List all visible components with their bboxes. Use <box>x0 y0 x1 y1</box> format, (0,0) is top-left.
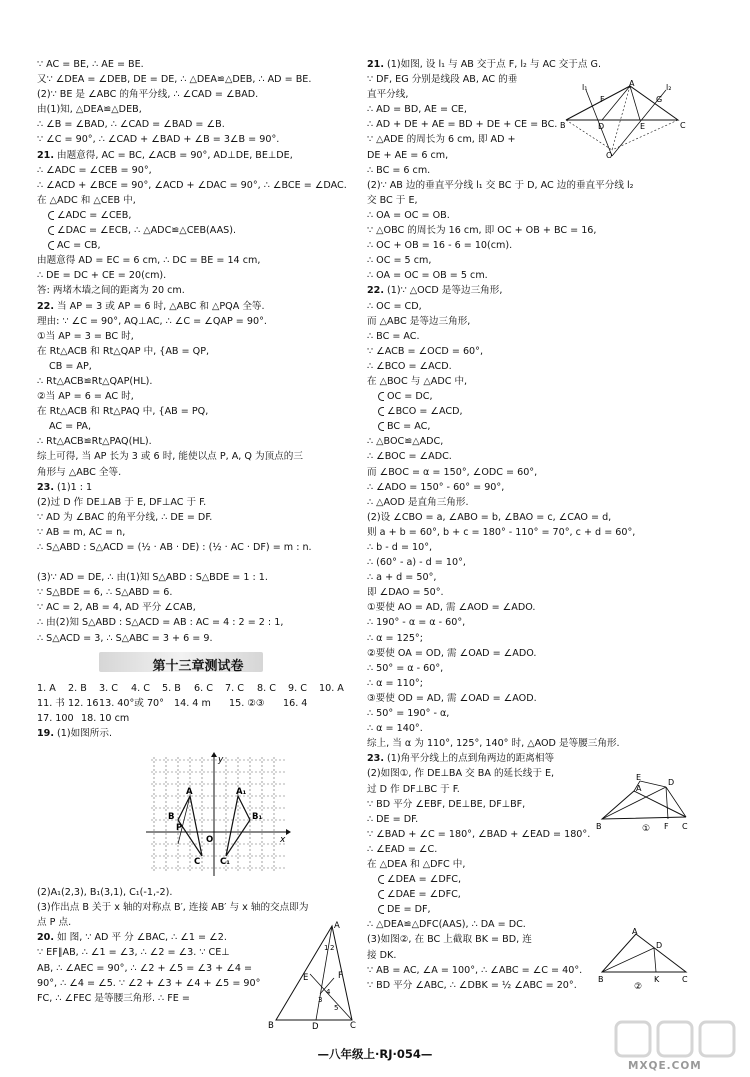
line-text: (2)∵ BE 是 ∠ABC 的角平分线, ∴ ∠CAD = ∠BAD. <box>37 89 259 101</box>
text-line <box>37 253 359 268</box>
text-line <box>37 208 359 223</box>
line-text: (3)作出点 B 关于 x 轴的对称点 B′, 连接 AB′ 与 x 轴的交点即为 <box>37 902 309 914</box>
line-text: ∵ AB = m, AC = n, <box>37 526 126 538</box>
line-text: ∴ DE = DF. <box>367 813 419 825</box>
q19-number: 19. <box>37 727 54 739</box>
answer-item: 14. 4 m <box>174 697 211 709</box>
text-line <box>367 691 703 706</box>
y-label: y <box>218 755 224 765</box>
text-line <box>367 721 703 736</box>
text-line <box>37 449 359 464</box>
line-text: 在 Rt△ACB 和 Rt△PAQ 中, {AB = PQ, <box>37 406 209 418</box>
point-d-label: D <box>312 1022 319 1030</box>
line-text: ∵ AD 为 ∠BAC 的角平分线, ∴ DE = DF. <box>37 511 213 523</box>
line-text: ∵ AB = AC, ∠A = 100°, ∴ ∠ABC = ∠C = 40°. <box>367 964 583 976</box>
answer-item: 12. 16 <box>68 697 99 709</box>
q23-figure-1 <box>596 773 690 833</box>
line-text: ∴ OA = OC = OB = 5 cm. <box>367 270 488 282</box>
line-text: 而 ∠BOC = α = 150°, ∠ODC = 60°, <box>367 466 538 478</box>
line-text: 答: 两堵木墙之间的距离为 20 cm. <box>37 285 185 297</box>
q20-line <box>37 991 267 1006</box>
line-text: ∠DAC = ∠ECB, ∴ △ADC≌△CEB(AAS). <box>57 225 237 237</box>
line-text: 而 △ABC 是等边三角形, <box>367 315 471 327</box>
line-text: (1)∵ △OCD 是等边三角形, <box>387 285 503 297</box>
q20-line <box>37 930 267 945</box>
line-text: ∴ ∠ADO = 150° - 60° = 90°, <box>367 481 505 493</box>
point-e-label: E <box>640 122 646 131</box>
q20-number: 20. <box>37 932 54 944</box>
line-text: ∵ AC = 2, AB = 4, AD 平分 ∠CAB, <box>37 602 196 614</box>
x-axis-arrow <box>286 829 291 835</box>
line-text: (1)如图, 设 l₁ 与 AB 交于点 F, l₂ 与 AC 交于点 G. <box>387 59 602 70</box>
text-line <box>37 555 359 570</box>
text-line <box>367 178 703 193</box>
point-b-label: B <box>598 975 604 984</box>
question-number: 23. <box>367 753 384 765</box>
q23-figure-2 <box>598 926 690 990</box>
text-line <box>37 540 359 555</box>
text-line <box>37 900 359 915</box>
segment-ed <box>640 781 666 787</box>
text-line <box>367 389 703 404</box>
point-c-label: C <box>682 975 688 984</box>
answer-item: 15. ②③ <box>229 697 265 709</box>
text-line <box>37 314 359 329</box>
line-text: ∴ ∠EAD = ∠C. <box>367 843 438 855</box>
q20-line <box>37 945 267 960</box>
point-o-label: O <box>606 151 613 160</box>
line-text: 过 D 作 DF⊥BC 于 F. <box>367 783 460 795</box>
line-text: 综上可得, 当 AP 长为 3 或 6 时, 能使以点 P, A, Q 为顶点的三 <box>37 451 303 463</box>
point-e-label: E <box>636 773 642 782</box>
text-line <box>37 178 359 193</box>
text-line <box>37 525 359 540</box>
segment-ae <box>630 86 640 120</box>
line-text: ②当 AP = 6 = AC 时, <box>37 391 134 403</box>
line-text: ∵ BD 平分 ∠ABC, ∴ ∠DBK = ½ ∠ABC = 20°. <box>367 979 577 991</box>
answers-row-1 <box>37 681 359 696</box>
line-text: ∴ AD = BD, AE = CE, <box>367 104 467 116</box>
text-line <box>367 706 703 721</box>
q19-coordinate-figure <box>146 752 292 890</box>
text-line <box>367 902 703 917</box>
text-line <box>37 631 359 646</box>
text-line <box>367 359 703 374</box>
text-line <box>367 208 703 223</box>
line-text: AC = PA, <box>49 421 92 433</box>
text-line <box>367 419 703 434</box>
line-text: ③要使 OD = AD, 需 ∠OAD = ∠AOD. <box>367 692 537 704</box>
line-text: 在 Rt△ACB 和 Rt△QAP 中, {AB = QP, <box>37 345 210 357</box>
quad-outline <box>602 791 686 819</box>
answer-item: 10. A <box>319 682 344 694</box>
line-text: (3)如图②, 在 BC 上截取 BK = BD, 连 <box>367 934 532 946</box>
text-line <box>37 148 359 163</box>
page-footer: —八年级上·RJ·054— <box>317 1047 433 1061</box>
point-c-label: C <box>680 121 686 130</box>
line-text: ∴ α = 125°; <box>367 632 423 644</box>
q19-text: (1)如图所示. <box>57 727 113 739</box>
text-line <box>37 117 359 132</box>
line-text: 在 △ADC 和 △CEB 中, <box>37 194 136 206</box>
text-line <box>367 646 703 661</box>
line-text: ∴ ∠BCO = ∠ACD. <box>367 360 452 372</box>
line-text: (2)设 ∠CBO = a, ∠ABO = b, ∠BAO = c, ∠CAO = d, <box>367 511 612 523</box>
line-text: DE = DF, <box>387 904 431 916</box>
line-text: ∵ △ADE 的周长为 6 cm, 即 AD + <box>367 134 516 146</box>
line-text: ∴ 50° = α - 60°, <box>367 662 444 674</box>
text-line <box>37 389 359 404</box>
text-line <box>37 329 359 344</box>
text-line <box>367 299 703 314</box>
line-text: ∵ △OBC 的周长为 16 cm, 即 OC + OB + BC = 16, <box>367 225 597 237</box>
line-text: 又∵ ∠DEA = ∠DEB, DE = DE, ∴ △DEA≌△DEB, ∴ AD = BE. <box>37 74 312 86</box>
line-text: CB = AP, <box>49 360 92 372</box>
line-text: AC = CB, <box>57 240 101 252</box>
text-line <box>37 434 359 449</box>
line-text: ∴ BC = AC. <box>367 330 420 342</box>
line-text: ∴ DE = DC + CE = 20(cm). <box>37 270 167 282</box>
text-line <box>37 344 359 359</box>
q21-figure <box>560 80 690 160</box>
line-text: 由题意得 AD = EC = 6 cm, ∴ DC = BE = 14 cm, <box>37 255 261 267</box>
text-line <box>37 132 359 147</box>
line-text: 交 BC 于 E, <box>367 194 418 206</box>
text-line <box>37 374 359 389</box>
line-text: 即 ∠DAO = 50°. <box>367 587 444 599</box>
figure-2-number: ② <box>634 982 643 990</box>
line-text: DE + AE = 6 cm, <box>367 149 449 161</box>
text-line <box>37 193 359 208</box>
text-line <box>367 329 703 344</box>
point-a-label: A <box>636 784 642 793</box>
text-line <box>367 751 703 766</box>
right-column <box>367 57 703 993</box>
point-e-label: E <box>303 973 309 983</box>
text-line <box>367 585 703 600</box>
text-line <box>367 540 703 555</box>
q20-line <box>37 976 267 991</box>
line-text: ∴ ∠ADC = ∠CEB = 90°, <box>37 164 152 176</box>
answer-item: 8. C <box>257 682 276 694</box>
text-line <box>37 570 359 585</box>
line-text: ∴ Rt△ACB≌Rt△PAQ(HL). <box>37 436 152 448</box>
text-line <box>367 600 703 615</box>
point-g-label: G <box>656 95 663 104</box>
line-text: ∴ b - d = 10°, <box>367 542 433 553</box>
text-line <box>37 268 359 283</box>
point-b-label: B <box>560 121 566 130</box>
text-line <box>37 163 359 178</box>
q20-text: FC, ∴ ∠FEC 是等腰三角形. ∴ FE = <box>37 992 190 1004</box>
line-text: ∴ BC = 6 cm. <box>367 164 431 176</box>
q20-triangle-figure <box>268 920 360 1030</box>
answer-item: 18. 10 cm <box>81 712 130 724</box>
line-text: ∴ OC + OB = 16 - 6 = 10(cm). <box>367 240 513 252</box>
answer-item: 11. 书 <box>37 697 65 709</box>
line-l1-label: l₁ <box>582 83 588 92</box>
line-text: (1)1 : 1 <box>57 481 93 493</box>
text-line <box>367 404 703 419</box>
question-number: 22. <box>37 300 54 312</box>
line-text: ②要使 OA = OD, 需 ∠OAD = ∠ADO. <box>367 647 537 659</box>
point-p-label: P <box>176 823 183 833</box>
text-line <box>367 449 703 464</box>
line-text: 当 AP = 3 或 AP = 6 时, △ABC 和 △PQA 全等. <box>57 300 265 312</box>
segment-dk <box>654 948 656 972</box>
line-text: ∠DEA = ∠DFC, <box>387 874 462 886</box>
point-d-label: D <box>656 941 663 950</box>
text-line <box>367 465 703 480</box>
text-line <box>37 465 359 480</box>
line-text: 则 a + b = 60°, b + c = 180° - 110° = 70°, c + d = 60°, <box>367 526 636 538</box>
text-line <box>367 661 703 676</box>
right-text-block <box>367 57 703 993</box>
text-line <box>367 631 703 646</box>
answer-item: 7. C <box>225 682 244 694</box>
line-text: ∴ △DEA≌△DFC(AAS), ∴ DA = DC. <box>367 919 526 931</box>
point-b-label: B <box>268 1021 274 1030</box>
angle-4-label: 4 <box>326 988 331 996</box>
text-line <box>37 238 359 253</box>
text-line <box>367 525 703 540</box>
line-text: (2)过 D 作 DE⊥AB 于 E, DF⊥AC 于 F. <box>37 496 207 508</box>
line-text: 在 △BOC 与 △ADC 中, <box>367 375 468 387</box>
segment-oa <box>612 86 630 150</box>
line-text: 接 DK. <box>367 949 397 961</box>
text-line <box>37 419 359 434</box>
text-line <box>367 887 703 902</box>
angle-2-label: 2 <box>330 944 335 952</box>
text-line <box>367 615 703 630</box>
point-k-label: K <box>654 975 660 984</box>
point-c1-label: C₁ <box>220 857 230 867</box>
line-text: ∠DAE = ∠DFC, <box>387 889 461 901</box>
line-text: ∵ BD 平分 ∠EBF, DE⊥BE, DF⊥BF, <box>367 798 526 810</box>
question-number: 21. <box>37 149 54 161</box>
text-line <box>37 283 359 298</box>
text-line <box>37 404 359 419</box>
text-line <box>367 676 703 691</box>
line-text: ∴ Rt△ACB≌Rt△QAP(HL). <box>37 375 153 387</box>
point-b-label: B <box>168 812 175 822</box>
line-text: ∵ ∠C = 90°, ∴ ∠CAD + ∠BAD + ∠B = 3∠B = 90°. <box>37 134 280 146</box>
text-line <box>367 253 703 268</box>
answer-item: 9. C <box>288 682 307 694</box>
text-line <box>367 374 703 389</box>
point-d-label: D <box>598 122 605 131</box>
text-line <box>367 163 703 178</box>
line-text: (2)∵ AB 边的垂直平分线 l₁ 交 BC 于 D, AC 边的垂直平分线 l₂ <box>367 179 634 191</box>
segment-bd <box>602 787 666 819</box>
point-a1-label: A₁ <box>236 787 247 797</box>
line-text: ∴ AD + DE + AE = BD + DE + CE = BC. <box>367 119 558 131</box>
line-text: 理由: ∵ ∠C = 90°, AQ⊥AC, ∴ ∠C = ∠QAP = 90°. <box>37 315 267 327</box>
line-text: 综上, 当 α 为 110°, 125°, 140° 时, △AOD 是等腰三角形. <box>367 738 620 750</box>
answer-item: 13. 40°或 70° <box>99 697 164 709</box>
answer-item: 3. C <box>99 682 118 694</box>
text-line <box>37 223 359 238</box>
line-text: ∵ ∠BAD + ∠C = 180°, ∠BAD + ∠EAD = 180°. <box>367 828 591 840</box>
text-line <box>37 600 359 615</box>
line-text: ∠ADC = ∠CEB, <box>57 209 132 221</box>
question-number: 21. <box>367 59 384 70</box>
text-line <box>367 510 703 525</box>
angle-5-label: 5 <box>334 1004 339 1012</box>
line-text: ∴ △BOC≌△ADC, <box>367 436 444 448</box>
point-c-label: C <box>682 822 688 831</box>
answer-item: 5. B <box>162 682 181 694</box>
q20-text: 90°, ∴ ∠4 = ∠5. ∵ ∠2 + ∠3 + ∠4 + ∠5 = 90° <box>37 977 261 989</box>
text-line <box>37 57 359 72</box>
text-line <box>367 736 703 751</box>
answer-item: 6. C <box>194 682 213 694</box>
answer-item: 17. 100 <box>37 712 74 724</box>
text-line <box>367 238 703 253</box>
text-line <box>367 842 703 857</box>
line-text: (1)角平分线上的点到角两边的距离相等 <box>387 753 555 765</box>
text-line <box>367 434 703 449</box>
line-text: 在 △DEA 和 △DFC 中, <box>367 858 466 870</box>
line-text: 直平分线, <box>367 89 409 101</box>
segment-bd <box>602 948 654 972</box>
text-line <box>37 299 359 314</box>
line-text: ①要使 AO = AD, 需 ∠AOD = ∠ADO. <box>367 602 536 614</box>
point-c-label: C <box>194 857 201 867</box>
answer-item: 4. C <box>131 682 150 694</box>
line-text: (2)A₁(2,3), B₁(3,1), C₁(-1,-2). <box>37 887 173 899</box>
text-line <box>367 872 703 887</box>
watermark-text: MXQE.COM <box>628 1060 702 1072</box>
answer-item: 16. 4 <box>283 697 308 709</box>
line-text: ∴ OC = 5 cm, <box>367 255 432 267</box>
text-line <box>37 615 359 630</box>
text-line <box>367 314 703 329</box>
line-text: ∴ 190° - α = α - 60°, <box>367 617 466 629</box>
q20-text: AB, ∴ ∠AEC = 90°, ∴ ∠2 + ∠5 = ∠3 + ∠4 = <box>37 962 253 974</box>
angle-1-label: 1 <box>324 944 329 952</box>
line-text: 角形与 △ABC 全等. <box>37 466 122 478</box>
answer-item: 1. A <box>37 682 56 694</box>
q20-text: 如 图, ∵ AD 平 分 ∠BAC, ∴ ∠1 = ∠2. <box>57 932 227 944</box>
text-line <box>37 495 359 510</box>
line-text: 由(1)知, △DEA≌△DEB, <box>37 104 142 116</box>
x-label: x <box>280 835 286 845</box>
line-text: ∴ OA = OC = OB. <box>367 209 450 221</box>
line-text: ∴ △AOD 是直角三角形. <box>367 496 469 508</box>
text-line <box>367 57 703 72</box>
line-text: (2)如图①, 作 DE⊥BA 交 BA 的延长线于 E, <box>367 768 555 780</box>
text-line <box>367 570 703 585</box>
segment-df <box>666 787 668 819</box>
text-line <box>37 102 359 117</box>
point-f-label: F <box>338 971 343 981</box>
point-f-label: F <box>664 822 669 831</box>
line-text: ∵ AC = BE, ∴ AE = BE. <box>37 59 144 70</box>
y-axis-arrow <box>211 752 217 757</box>
line-text: ∴ S△ABD : S△ACD = (½ · AB · DE) : (½ · AC · DF) = m : n. <box>37 542 312 553</box>
line-text: BC = AC, <box>387 421 431 433</box>
origin-label: O <box>206 835 214 845</box>
line-text: ∴ OC = CD, <box>367 300 422 312</box>
segment-ad <box>602 86 630 120</box>
text-line <box>367 344 703 359</box>
answer-item: 2. B <box>68 682 87 694</box>
angle-3-label: 3 <box>318 996 323 1004</box>
text-line <box>367 283 703 298</box>
point-f-label: F <box>600 95 605 104</box>
point-d-label: D <box>668 778 675 787</box>
line-text: ∵ ∠ACB = ∠OCD = 60°, <box>367 345 483 357</box>
text-line <box>367 223 703 238</box>
line-text: ∴ a + d = 50°, <box>367 572 437 584</box>
text-line <box>37 359 359 374</box>
text-line <box>37 87 359 102</box>
q19-line <box>37 726 359 741</box>
point-b1-label: B₁ <box>252 812 263 822</box>
line-text: ∴ 50° = 190° - α, <box>367 708 450 720</box>
segment-ob <box>566 120 612 150</box>
chapter-banner <box>37 650 359 676</box>
line-text: 由题意得, AC = BC, ∠ACB = 90°, AD⊥DE, BE⊥DE, <box>57 149 293 161</box>
point-a-label: A <box>186 787 193 797</box>
line-text: ∴ ∠BOC = ∠ADC. <box>367 451 452 463</box>
text-line <box>367 193 703 208</box>
text-line <box>367 268 703 283</box>
line-text: ∴ (60° - a) - d = 10°, <box>367 557 466 569</box>
text-line <box>37 510 359 525</box>
left-text-block <box>37 57 359 646</box>
chapter-title: 第十三章测试卷 <box>152 658 244 674</box>
answers-row-2 <box>37 696 359 711</box>
point-c-label: C <box>350 1021 356 1030</box>
line-text: ∵ S△BDE = 6, ∴ S△ABD = 6. <box>37 587 173 599</box>
text-line <box>367 480 703 495</box>
point-a-label: A <box>334 921 340 931</box>
line-text: ∴ ∠ACD + ∠BCE = 90°, ∠ACD + ∠DAC = 90°, ∴ ∠BCE = ∠DAC. <box>37 179 347 191</box>
line-text: ∴ α = 140°. <box>367 723 423 735</box>
figure-1-number: ① <box>642 824 651 833</box>
question-number: 22. <box>367 285 384 297</box>
line-text: ①当 AP = 3 = BC 时, <box>37 330 134 342</box>
point-b-label: B <box>596 822 602 831</box>
text-line <box>37 72 359 87</box>
line-text: ∵ DF, EG 分别是线段 AB, AC 的垂 <box>367 74 518 86</box>
text-line <box>367 495 703 510</box>
text-line <box>37 480 359 495</box>
line-text: ∴ 由(2)知 S△ABD : S△ACD = AB : AC = 4 : 2 = 2 : 1, <box>37 617 284 629</box>
line-text: ∴ ∠B = ∠BAD, ∴ ∠CAD = ∠BAD = ∠B. <box>37 119 225 131</box>
line-text: (3)∵ AD = DE, ∴ 由(1)知 S△ABD : S△BDE = 1 : 1. <box>37 572 268 584</box>
q20-text: ∵ EF∥AB, ∴ ∠1 = ∠3, ∴ ∠2 = ∠3. ∵ CE⊥ <box>37 947 230 959</box>
line-text: OC = DC, <box>387 391 433 403</box>
point-a-label: A <box>629 80 635 88</box>
text-line <box>367 857 703 872</box>
point-a-label: A <box>632 927 638 936</box>
question-number: 23. <box>37 481 54 493</box>
text-line <box>367 555 703 570</box>
line-text: ∴ α = 110°; <box>367 677 423 689</box>
line-text: ∴ S△ACD = 3, ∴ S△ABC = 3 + 6 = 9. <box>37 632 213 644</box>
text-line <box>37 585 359 600</box>
answers-row-3 <box>37 711 359 726</box>
line-text: ∠BCO = ∠ACD, <box>387 406 463 418</box>
line-l2-label: l₂ <box>666 83 672 92</box>
line-text: 点 P 点. <box>37 917 72 929</box>
q20-line <box>37 961 267 976</box>
